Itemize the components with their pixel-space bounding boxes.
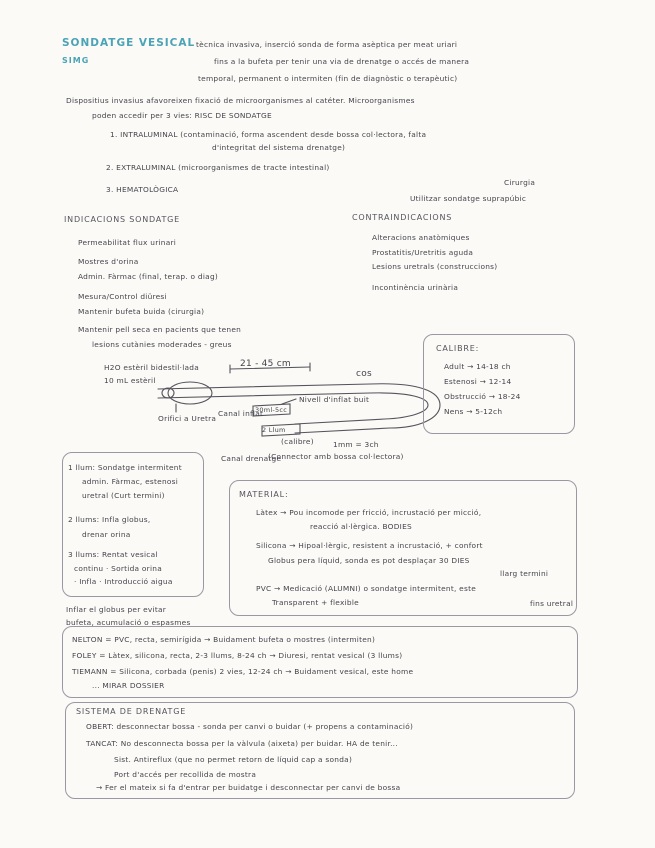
diagram-label: cos [356,369,372,379]
contraindication-item: Alteracions anatòmiques [372,233,470,242]
contraindication-item: Incontinència urinària [372,283,459,292]
indication-item: Mostres d'orina [78,257,139,266]
subject-label: SIMG [62,56,90,65]
calibre-item: Estenosi → 12-14 [444,377,512,386]
lumen-item: 1 llum: Sondatge intermitent [68,463,182,472]
drainage-item: OBERT: desconnectar bossa - sonda per canvi o buidar (+ propens a contaminació) [86,722,414,731]
page-title: SONDATGE VESICAL [62,37,196,49]
risk-item: 3. HEMATOLÒGICA [106,185,179,194]
type-item: TIEMANN = Silicona, corbada (penis) 2 vies, 12-24 ch → Buidament vesical, este home [72,667,414,676]
calibre-heading: CALIBRE: [436,344,480,353]
lumen-item: · Infla · Introducció aigua [74,577,173,586]
material-item: Globus pera líquid, sonda es pot desplaçar 30 DIES [268,556,470,565]
type-item: FOLEY = Làtex, silicona, recta, 2-3 llums, 8-24 ch → Diuresi, rentat vesical (3 llums) [72,651,403,660]
material-item: fins uretral [530,599,574,608]
indication-item: Permeabilitat flux urinari [78,238,177,247]
lumen-item: uretral (Curt termini) [82,491,165,500]
risk-item: 1. INTRALUMINAL (contaminació, forma ascendent desde bossa col·lectora, falta [110,130,427,139]
lumen-footnote: bufeta, acumulació o espasmes [66,618,191,627]
calibre-item: Nens → 5-12ch [444,407,503,416]
diagram-label: Orifici a Uretra [158,414,217,423]
diagram-label: H2O estèril bidestil·lada [104,363,200,372]
material-heading: MATERIAL: [239,490,289,499]
diagram-label: 2 Llum [262,426,286,434]
indications-heading: INDICACIONS SONDATGE [64,215,180,224]
indication-item: Mantenir pell seca en pacients que tenen [78,325,242,334]
definition-line: tècnica invasiva, inserció sonda de forma asèptica per meat uriari [196,40,458,49]
contraindications-heading: CONTRAINDICACIONS [352,213,453,222]
drainage-item: TANCAT: No desconnecta bossa per la vàlvula (aixeta) per buidar. HA de tenir... [86,739,398,748]
diagram-label: (calibre) [281,437,314,446]
diagram-label: 10 mL estèril [104,376,156,385]
diagram-label: 1mm = 3ch [333,440,379,449]
lumen-item: drenar orina [82,530,131,539]
side-note: Cirurgia [504,178,536,187]
calibre-item: Obstrucció → 18-24 [444,392,521,401]
risk-line: poden accedir per 3 vies: RISC DE SONDATGE [92,111,272,120]
diagram-label: Canal drenatge [221,454,282,463]
risk-item: d'integritat del sistema drenatge) [212,143,346,152]
risk-line: Dispositius invasius afavoreixen fixació de microorganismes al catéter. Microorganismes [66,96,415,105]
type-item: ... MIRAR DOSSIER [92,681,165,690]
definition-line: temporal, permanent o intermiten (fin de diagnòstic o terapèutic) [198,74,458,83]
material-item: PVC → Medicació (ALUMNI) o sondatge intermitent, este [256,584,477,593]
lumen-item: 2 llums: Infla globus, [68,515,151,524]
drainage-item: Port d'accés per recollida de mostra [114,770,257,779]
diagram-label: (Connector amb bossa col·lectora) [268,452,404,461]
material-item: Silicona → Hipoal·lèrgic, resistent a incrustació, + confort [256,541,483,550]
material-item: Transparent + flexible [272,598,359,607]
diagram-label: Canal inflat [218,409,264,418]
drainage-heading: SISTEMA DE DRENATGE [76,707,187,716]
material-item: llarg termini [500,569,549,578]
contraindication-item: Lesions uretrals (construccions) [372,262,498,271]
diagram-label: 30ml-5cc [255,406,288,414]
material-item: Làtex → Pou incomode per fricció, incrustació per micció, [256,508,482,517]
lumen-item: 3 llums: Rentat vesical [68,550,158,559]
calibre-item: Adult → 14-18 ch [444,362,511,371]
indication-item: lesions cutànies moderades - greus [92,340,232,349]
diagram-label: Nivell d'inflat buit [299,395,370,404]
material-item: reacció al·lèrgica. BODIES [310,522,412,531]
risk-item: 2. EXTRALUMINAL (microorganismes de tracte intestinal) [106,163,330,172]
diagram-length-label: 21 - 45 cm [240,359,291,369]
drainage-item: → Fer el mateix si fa d'entrar per buidatge i desconnectar per canvi de bossa [96,783,401,792]
lumen-item: continu · Sortida orina [74,564,162,573]
side-note: Utilitzar sondatge suprapúbic [410,194,527,203]
lumen-item: admin. Fàrmac, estenosi [82,477,179,486]
indication-item: Mantenir bufeta buida (cirurgia) [78,307,205,316]
lumen-footnote: Inflar el globus per evitar [66,605,167,614]
type-item: NELTON = PVC, recta, semirígida → Buidament bufeta o mostres (intermiten) [72,635,376,644]
drainage-item: Sist. Antireflux (que no permet retorn de líquid cap a sonda) [114,755,353,764]
contraindication-item: Prostatitis/Uretritis aguda [372,248,474,257]
indication-item: Admin. Fàrmac (final, terap. o diag) [78,272,219,281]
definition-line: fins a la bufeta per tenir una via de drenatge o accés de manera [214,57,470,66]
indication-item: Mesura/Control diüresi [78,292,167,301]
lumens-box [62,452,204,597]
